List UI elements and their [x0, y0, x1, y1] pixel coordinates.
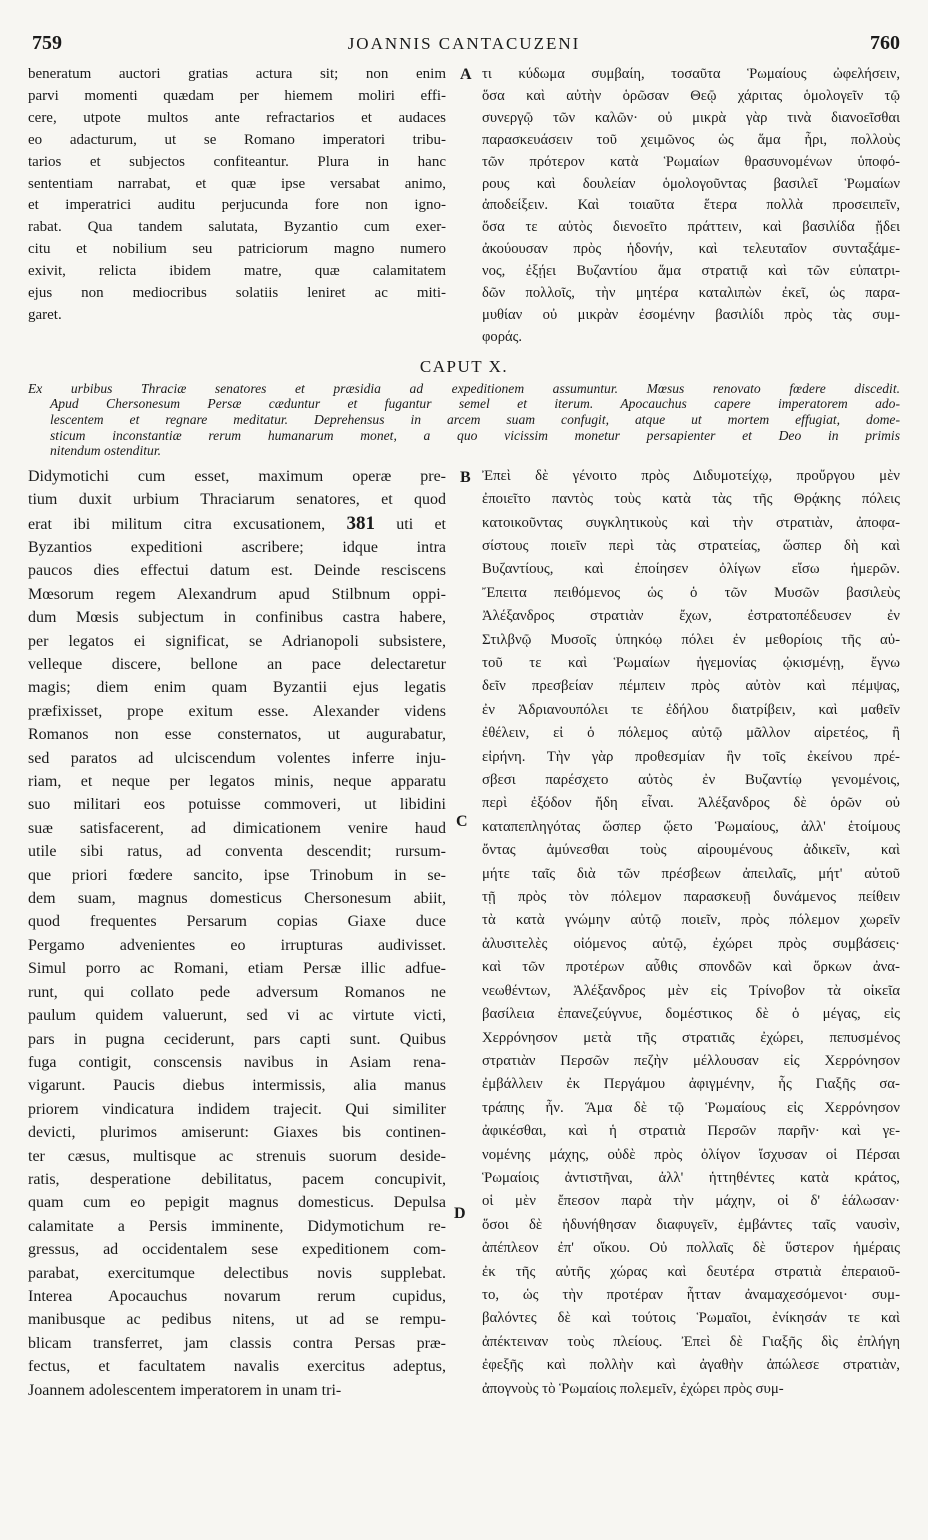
latin-text-line: Joannem adolescentem imperatorem in unam tri- — [28, 1381, 342, 1399]
greek-text-line: μήτε ταῖς διὰ τῶν πρέσβεων ἀπειλαῖς, μήτ' αὐτοῦ — [482, 865, 900, 882]
latin-text-line: parvi momenti quædam per hiemem moliri effi- — [28, 87, 446, 104]
greek-text-line: ἀποδείξειν. Καὶ τοιαῦτα ἕτερα πολλὰ προσειπεῖν, — [482, 197, 900, 214]
latin-text-line: que priori fœdere sancito, ipse Trinobum in se- — [28, 866, 446, 884]
greek-text-line: Ἐπεὶ δὲ γένοιτο πρὸς Διδυμοτείχῳ, προὔργου μὲν — [482, 467, 900, 484]
latin-text-line: beneratum auctori gratias actura sit; non enim — [28, 66, 446, 82]
summary-line: sticum inconstantiæ rerum humanarum monet, a quo vicissim monetur persapienter et Deo in primis — [50, 427, 900, 443]
latin-text-line: exivit, relicta ibidem matre, quæ calamitatem — [28, 263, 446, 280]
greek-text-line: τῶν πρότερον κατὰ Ῥωμαίων θρασυνομένων ὑποφό- — [482, 153, 900, 170]
latin-text-line: sed paratos ad ulciscendum volentes inferre inju- — [28, 749, 446, 767]
latin-text-line: paulum quidem valuerunt, sed vi ac virtute victi, — [28, 1007, 446, 1025]
latin-column-main — [28, 465, 446, 1402]
latin-text-line: priorem vindicatura indidem trajecit. Qui similiter — [28, 1100, 446, 1118]
greek-text-line: ὅσοι δὲ ἠδυνήθησαν διαφυγεῖν, ἐμβάντες ταῖς ναυσὶν, — [482, 1216, 900, 1233]
document-page — [28, 30, 900, 1402]
latin-text-line: fectus, et facultatem navalis exercitus adeptus, — [28, 1358, 446, 1376]
latin-text-line: cere, utpote multos ante refractarios et audaces — [28, 109, 446, 126]
latin-text-line: ejus non mediocribus solatiis leniret ac miti- — [28, 285, 446, 302]
greek-text-line: κατοικοῦντας συγκλητικοὺς καὶ τὴν στρατιὰν, ἀποφα- — [482, 514, 900, 531]
latin-text-line: quam cum eo pepigit magnus domesticus. Depulsa — [28, 1194, 446, 1212]
latin-text-line: ratis, desperatione debilitatus, pacem concupivit, — [28, 1170, 446, 1188]
greek-text-line: τὰ κατὰ γνώμην αὐτῷ ποιεῖν, πρὸς πόλεμον χωρεῖν — [482, 912, 900, 929]
running-title: JOANNIS CANTACUZENI — [347, 34, 581, 53]
latin-text-line: Didymotichi cum esset, maximum operæ pre- — [28, 467, 446, 485]
greek-text-line: σβεσι παρέσχετο αὐτὸς ἐν Βυζαντίῳ γενομένοις, — [482, 772, 900, 789]
latin-text-line: manibusque ac pedibus nitens, ut ad se rempu- — [28, 1311, 446, 1329]
latin-text-line: pars in pugna ceciderunt, pars capti sunt. Quibus — [28, 1030, 446, 1048]
greek-text-line: Ἀλέξανδρος στρατιὰν ἔχων, ἐστρατοπέδευσεν ἐν — [482, 608, 900, 625]
greek-text-line: τοῦ τε καὶ Ῥωμαίων ἡγεμονίας ᾠκισμένῃ, ἔγνω — [482, 655, 900, 671]
latin-column-top — [28, 64, 446, 349]
summary-line: lescentem et regnare meditatur. Deprehensus in arcem suam confugit, atque ut mortem effugiat, dome- — [50, 411, 900, 427]
greek-text-line: νος, ἐξῄει Βυζαντίου ἅμα στρατιᾷ καὶ τῶν εὐπατρι- — [482, 263, 900, 280]
greek-text-line: ἐφεξῆς καὶ πολλὴν καὶ ἀγαθὴν ἀπώλεσε στρατιὰν, — [482, 1357, 900, 1374]
greek-text-line: ἀπέπλεον ἐπ' οἴκου. Οὐ πολλαῖς δὲ ὕστερον ἡμέραις — [482, 1240, 900, 1257]
greek-text-line: Βυζαντίους, καὶ ἐποίησεν ὀλίγων εἴσω ἡμερῶν. — [482, 561, 900, 578]
greek-text-line: δεῖν πρεσβείαν πέμπειν πρὸς αὐτὸν καὶ πέμψας, — [482, 678, 900, 695]
latin-text-line: velleque discere, bellone an pace delectaretur — [28, 656, 446, 673]
latin-text-line: eo adacturum, ut se Romano imperatori tribu- — [28, 131, 446, 148]
latin-text-line: garet. — [28, 306, 62, 323]
summary-line: Ex urbibus Thraciæ senatores et præsidia ad expeditionem assumuntur. Mœsus renovato fœdere discedit. — [28, 380, 900, 396]
latin-text-line: per legatos ei significat, se Adrianopoli subsistere, — [28, 632, 446, 650]
greek-text-line: Ἔπειτα πειθόμενος ὡς ὁ τῶν Μυσῶν βασιλεὺς — [482, 584, 900, 601]
latin-text-line: Mœsorum regem Alexandrum apud Stilbnum oppi- — [28, 585, 446, 603]
greek-text-line: Ῥωμαίοις ἀντιστῆναι, ἀλλ' ἡττηθέντες κατὰ κράτος, — [482, 1169, 900, 1186]
greek-text-line: νεωθέντων, Ἀλέξανδρος μὲν εἰς Τρίνοβον τὰ οἰκεῖα — [482, 982, 900, 999]
margin-marker-b: B — [460, 468, 471, 486]
latin-text-line: Romanos non esse consternatos, ut augurabatur, — [28, 726, 446, 744]
latin-text-line: Interea Apocauchus novarum rerum cupidus, — [28, 1287, 446, 1305]
chapter-title: CAPUT X. — [419, 356, 509, 376]
greek-text-line: μυθίαν οὐ μικρὰν ἐσομένην βασιλίδι πρὸς τὰς συμ- — [482, 306, 900, 323]
latin-text-line: Simul porro ac Romani, etiam Persæ illic adfue- — [28, 960, 446, 978]
greek-text-line: ρους καὶ δουλείαν ὁμολογοῦντας βασιλεῖ Ῥωμαίων — [482, 175, 900, 192]
latin-text-line: suo militari eos potuisse commoveri, ut libidini — [28, 796, 446, 814]
greek-text-line: φοράς. — [482, 328, 523, 345]
margin-marker-d: D — [454, 1204, 466, 1222]
greek-text-line: ἀλυσιτελὲς οἰόμενος αὐτῷ, ἐχώρει πρὸς συμβάσεις· — [482, 935, 900, 952]
greek-text-line: βαλόντες δὲ καὶ τούτοις Ῥωμαῖοι, ἐνίκησάν τε καὶ — [482, 1310, 900, 1327]
latin-text-line: Pergamo advenientes eo irrupturas audivisset. — [28, 936, 446, 954]
latin-text-line: riam, et neque per legatos minis, neque apparatu — [28, 773, 446, 791]
greek-column-main — [482, 465, 900, 1402]
greek-text-line: ἐθέλειν, εἰ ὁ πόλεμος αὐτῷ μᾶλλον αἱρετέος, ἢ — [482, 725, 900, 742]
latin-text-line: magis; diem enim quam Byzantii ejus legatis — [28, 679, 446, 697]
latin-text-line: tarios et subjectos confiteantur. Plura in hanc — [28, 153, 446, 170]
greek-text-line: το, ὡς τὴν προτέραν ἧτταν ἀναμαχεσόμενοι· συμ- — [482, 1286, 900, 1303]
greek-text-line: παρασκευάσειν τοῦ χειμῶνος ὡς ἅμα ἦρι, πολλοὺς — [482, 131, 900, 148]
greek-text-line: καὶ τῶν προτέρων αὖθις σπονδῶν καὶ ὅρκων ἀνα- — [482, 959, 900, 976]
latin-text-line: blicam transferret, jam classis contra Persas præ- — [28, 1334, 446, 1352]
greek-text-line: συνεργῷ τῶν καλῶν· οὐ μικρὰ γὰρ τινὰ διανοεῖσθαι — [482, 109, 900, 126]
latin-text-line: rabat. Qua tandem salutata, Byzantio cum exer- — [28, 219, 446, 236]
chapter-summary — [28, 381, 900, 459]
greek-text-line: τράπης ἦν. Ἅμα δὲ τῷ Ῥωμαίους εἰς Χερρόνησον — [482, 1099, 900, 1116]
greek-text-line: ἐμβάλλειν ἐκ Περγάμου ἀφιγμένην, ἧς Γιαξῆς σα- — [482, 1076, 900, 1093]
greek-text-line: περὶ ἐξόδον ἤδη εἶναι. Ἀλέξανδρος δὲ ὁρῶν οὐ — [482, 795, 900, 812]
greek-text-line: στρατιὰν Περσῶν πεζὴν μέλλουσαν εἰς Χερρόνησον — [482, 1052, 900, 1069]
latin-text-line: utile sibi ratus, ad conventa descendit; rursum- — [28, 843, 446, 861]
latin-text-line: Byzantios expeditioni ascribere; idque intra — [28, 538, 446, 556]
greek-text-line: ἐν Ἀδριανουπόλει τε ἐδήλου διατρίβειν, καὶ μαθεῖν — [482, 701, 900, 718]
greek-text-line: καταπεπληγότας ὥσπερ ᾤετο Ῥωμαίους, ἀλλ' ἑτοίμους — [482, 818, 900, 835]
greek-text-line: ἐκ τῆς αὐτῆς χώρας καὶ δευτέρα στρατιὰ ἐπεραιοῦ- — [482, 1263, 900, 1280]
greek-text-line: σίστους ποιεῖν περὶ τὰς στρατείας, ὥσπερ δὴ καὶ — [482, 537, 900, 554]
greek-column-top — [482, 64, 900, 349]
page-number-right: 760 — [870, 32, 900, 54]
original-page-marker: 381 — [346, 512, 375, 534]
latin-text-line: sententiam narrabat, et quæ ipse versabat animo, — [28, 175, 446, 192]
greek-text-line: Χερρόνησον μετὰ τῆς στρατιᾶς ἐχώρει, πεπυσμένος — [482, 1029, 900, 1046]
page-header — [28, 30, 900, 64]
latin-text-line: dem suam, magnus domesticus Chersonesum abiit, — [28, 890, 446, 908]
summary-line: nitendum ostenditur. — [50, 443, 162, 459]
latin-text-line: paucos dies effectui datum est. Deinde resciscens — [28, 562, 446, 580]
greek-text-line: ἀφικέσθαι, καὶ ἡ στρατιὰ Περσῶν παρῆν· καὶ γε- — [482, 1123, 900, 1140]
latin-text-line: quod frequentes Persarum copias Giaxe duce — [28, 913, 446, 931]
greek-text-line: Στιλβνῷ Μυσοῖς ὑπηκόῳ πόλει ἐν μεθορίοις τῆς αὐ- — [482, 631, 900, 648]
latin-text-line: ter cæsus, multisque ac strenuis suorum deside- — [28, 1147, 446, 1165]
latin-text-line: erat ibi militum citra excusationem, 381 uti et — [28, 512, 446, 534]
latin-text-line: dum Mœsis subjectum in confinibus castra habere, — [28, 609, 446, 627]
margin-marker-c: C — [456, 812, 468, 830]
margin-marker-a: A — [460, 66, 472, 83]
latin-text-line: tium duxit urbium Thraciarum senatores, et quod — [28, 491, 446, 509]
greek-text-line: τῇ πρὸς τὸν πόλεμον παρασκευῇ δυνάμενος πείθειν — [482, 889, 900, 906]
block-one — [28, 64, 900, 349]
greek-text-line: βασίλεια ἐπανεζεύγνυε, δομέστικος δὲ ὁ μέγας, εἰς — [482, 1006, 900, 1023]
greek-text-line: ἀπογνοὺς τὸ Ῥωμαίοις πολεμεῖν, ἐχώρει πρὸς συμ- — [482, 1380, 784, 1397]
latin-text-line: præfixisset, prope exitum esse. Alexander videns — [28, 702, 446, 720]
block-two — [28, 465, 900, 1402]
latin-text-line: fuga contigit, conscensis navibus in Asiam rena- — [28, 1053, 446, 1071]
greek-text-line: ὄντας ἀμύνεσθαι τοὺς αἱρουμένους ἀδικεῖν, καὶ — [482, 842, 900, 859]
greek-text-line: ὅσα τε αὐτὸς διενοεῖτο πράττειν, καὶ βασιλίδα ᾔδει — [482, 219, 900, 236]
summary-line: Apud Chersonesum Persæ cæduntur et fugantur semel et iterum. Apocauchus capere imperatorem ado- — [50, 396, 900, 412]
page-number-left: 759 — [32, 32, 62, 54]
greek-text-line: ἐποιεῖτο παντὸς τοὺς κατὰ τὰς τῆς Θρᾴκης πόλεις — [482, 491, 900, 508]
greek-text-line: ὅσα καὶ αὐτὴν ὁρῶσαν Θεῷ χάριτας ὁμολογεῖν τῷ — [482, 87, 900, 104]
latin-text-line: et imperatrici auditu perjucunda fore non igno- — [28, 197, 446, 214]
greek-text-line: εἰρήνη. Τὴν γὰρ προθεσμίαν ἣν τοῖς ἐκείνου πρέ- — [482, 748, 900, 765]
latin-text-line: runt, qui collato pede adversum Romanos ne — [28, 983, 446, 1001]
latin-text-line: devicti, plurimos amiserunt: Giaxes bis continen- — [28, 1124, 446, 1142]
latin-text-line: citu et nobilium seu patriciorum magno numero — [28, 241, 446, 258]
greek-text-line: ἀκούουσαν πρὸς ἡδονήν, καὶ τελευταῖον συνταξάμε- — [482, 241, 900, 258]
greek-text-line: οἱ μὲν ἔπεσον παρὰ τὴν μάχην, οἱ δ' ἑάλωσαν· — [482, 1193, 900, 1210]
greek-text-line: δῶν πολλοῖς, τὴν μητέρα καταλιπὼν ἐκεῖ, ὡς παρα- — [482, 285, 900, 302]
greek-text-line: νομένης μάχης, οὐδὲ πρὸς ὀλίγον ἴσχυσαν οἱ Πέρσαι — [482, 1146, 900, 1163]
latin-text-line: vigarunt. Paucis diebus intermissis, alia manus — [28, 1077, 446, 1095]
latin-text-line: calamitate a Persis imminente, Didymotichum re- — [28, 1217, 446, 1235]
greek-text-line: τι κύδωμα συμβαίη, τοσαῦτα Ῥωμαίους ὠφελήσειν, — [482, 66, 900, 82]
greek-text-line: ἀπέκτειναν τοὺς πλείους. Ἐπεὶ δὲ Γιαξῆς δὶς ἐπλήγη — [482, 1333, 900, 1350]
latin-text-line: parabat, exercitumque delectibus novis supplebat. — [28, 1264, 446, 1282]
latin-text-line: suæ satisfacerent, ad dimicationem venire haud — [28, 819, 446, 837]
latin-text-line: gressus, ad occidentalem sese expeditionem com- — [28, 1241, 446, 1259]
